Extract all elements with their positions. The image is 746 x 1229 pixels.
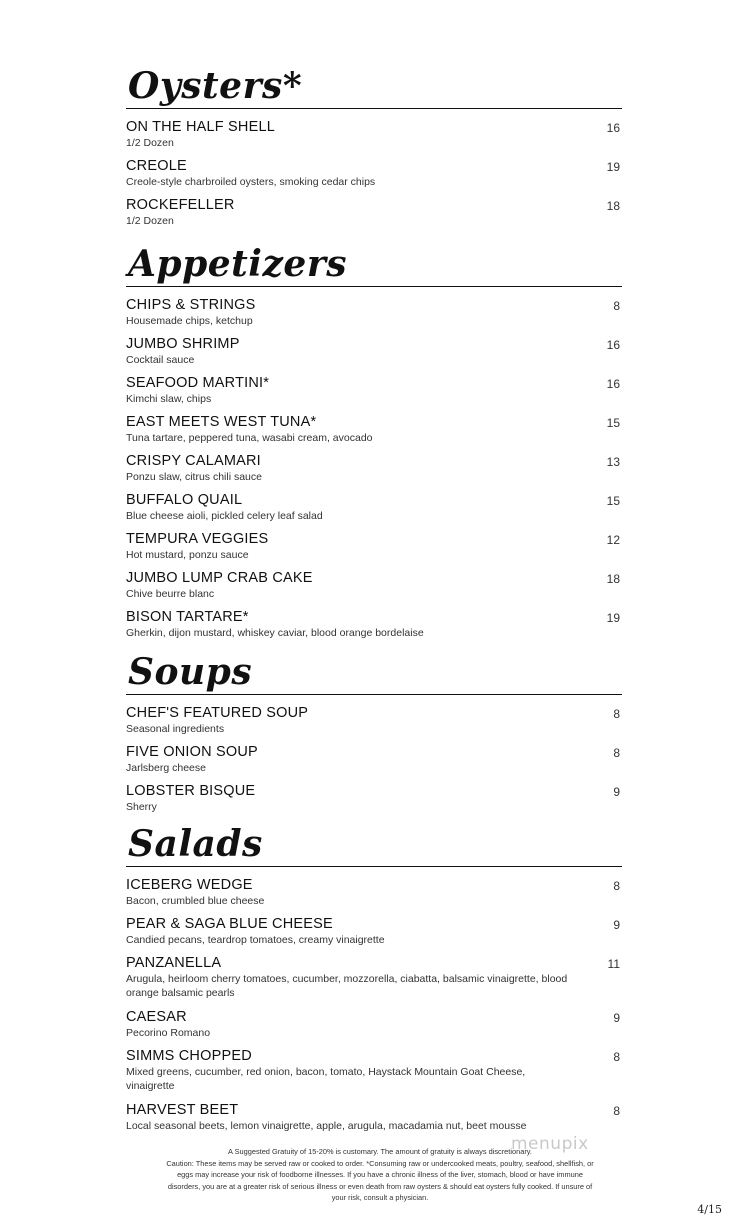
appetizers-section bbox=[126, 244, 622, 648]
item-price: 15 bbox=[606, 416, 620, 430]
menu-item bbox=[126, 453, 622, 492]
item-description: Blue cheese aioli, pickled celery leaf salad bbox=[126, 510, 323, 522]
item-description: Seasonal ingredients bbox=[126, 723, 225, 735]
menu-item bbox=[126, 783, 622, 822]
item-name: EAST MEETS WEST TUNA* bbox=[126, 414, 317, 430]
item-price: 19 bbox=[606, 160, 620, 174]
item-description: Jarlsberg cheese bbox=[126, 762, 206, 774]
menu-item bbox=[126, 414, 622, 453]
item-name: HARVEST BEET bbox=[126, 1102, 239, 1118]
item-price: 15 bbox=[606, 494, 620, 508]
item-description: Sherry bbox=[126, 801, 157, 813]
menu-item bbox=[126, 877, 622, 916]
item-name: BISON TARTARE* bbox=[126, 609, 249, 625]
item-name: TEMPURA VEGGIES bbox=[126, 531, 269, 547]
item-price: 18 bbox=[606, 199, 620, 213]
caution-note: Caution: These items may be served raw or cooked to order. *Consuming raw or undercooked meats, poultry, seafood, shellfish, or eggs may increase your risk of foodborne illnesses. If you have a chronic illness of the liver, stomach, blood or have immune disorders, you are at a greater risk of serious illness or even death from raw oysters & should eat oysters fully cooked. If unsure of your risk, consult a physician. bbox=[166, 1158, 594, 1202]
menu-item bbox=[126, 375, 622, 414]
item-name: CAESAR bbox=[126, 1009, 187, 1025]
salads-section bbox=[126, 824, 622, 1141]
item-name: JUMBO SHRIMP bbox=[126, 336, 240, 352]
item-description: 1/2 Dozen bbox=[126, 137, 174, 149]
item-description: Cocktail sauce bbox=[126, 354, 195, 366]
item-price: 11 bbox=[607, 957, 620, 971]
item-name: CRISPY CALAMARI bbox=[126, 453, 261, 469]
item-description: Gherkin, dijon mustard, whiskey caviar, blood orange bordelaise bbox=[126, 627, 424, 639]
menu-page bbox=[126, 66, 622, 1141]
item-price: 8 bbox=[613, 879, 620, 893]
item-price: 8 bbox=[613, 707, 620, 721]
menu-item bbox=[126, 1009, 622, 1048]
item-name: CHEF'S FEATURED SOUP bbox=[126, 705, 309, 721]
watermark-logo: menupix bbox=[511, 1134, 589, 1154]
item-price: 19 bbox=[606, 611, 620, 625]
item-price: 18 bbox=[606, 572, 620, 586]
item-name: JUMBO LUMP CRAB CAKE bbox=[126, 570, 313, 586]
item-price: 8 bbox=[613, 1050, 620, 1064]
item-description: Bacon, crumbled blue cheese bbox=[126, 895, 265, 907]
item-description: Arugula, heirloom cherry tomatoes, cucumber, mozzorella, ciabatta, balsamic vinaigrette, blood orange balsamic pearls bbox=[126, 973, 568, 999]
item-name: CHIPS & STRINGS bbox=[126, 297, 256, 313]
item-description: Kimchi slaw, chips bbox=[126, 393, 212, 405]
item-price: 16 bbox=[606, 377, 620, 391]
item-price: 8 bbox=[613, 746, 620, 760]
menu-item bbox=[126, 492, 622, 531]
item-price: 13 bbox=[606, 455, 620, 469]
menu-item bbox=[126, 744, 622, 783]
item-name: ROCKEFELLER bbox=[126, 197, 235, 213]
section-title-appetizers: Appetizers bbox=[128, 243, 348, 285]
menu-item bbox=[126, 297, 622, 336]
item-name: SIMMS CHOPPED bbox=[126, 1048, 252, 1064]
menu-item bbox=[126, 705, 622, 744]
menu-item bbox=[126, 1048, 622, 1102]
item-description: Candied pecans, teardrop tomatoes, creamy vinaigrette bbox=[126, 934, 385, 946]
item-name: PANZANELLA bbox=[126, 955, 222, 971]
item-price: 9 bbox=[613, 918, 620, 932]
item-description: Pecorino Romano bbox=[126, 1027, 211, 1039]
section-title-soups: Soups bbox=[128, 651, 253, 693]
item-description: Creole-style charbroiled oysters, smoking cedar chips bbox=[126, 176, 376, 188]
section-divider bbox=[126, 694, 622, 695]
item-price: 16 bbox=[606, 121, 620, 135]
oysters-section bbox=[126, 66, 622, 236]
item-name: PEAR & SAGA BLUE CHEESE bbox=[126, 916, 333, 932]
menu-item bbox=[126, 570, 622, 609]
item-name: CREOLE bbox=[126, 158, 187, 174]
item-description: Ponzu slaw, citrus chili sauce bbox=[126, 471, 262, 483]
item-description: Mixed greens, cucumber, red onion, bacon, tomato, Haystack Mountain Goat Cheese, vinaigrette bbox=[126, 1066, 526, 1092]
menu-item bbox=[126, 197, 622, 236]
menu-item bbox=[126, 531, 622, 570]
soups-section bbox=[126, 652, 622, 822]
item-description: Hot mustard, ponzu sauce bbox=[126, 549, 249, 561]
menu-item bbox=[126, 609, 622, 648]
section-divider bbox=[126, 866, 622, 867]
section-divider bbox=[126, 108, 622, 109]
item-name: ON THE HALF SHELL bbox=[126, 119, 275, 135]
item-price: 12 bbox=[606, 533, 620, 547]
section-divider bbox=[126, 286, 622, 287]
gratuity-note: A Suggested Gratuity of 15-20% is customary. The amount of gratuity is always discretionary. bbox=[228, 1147, 532, 1156]
item-description: Tuna tartare, peppered tuna, wasabi cream, avocado bbox=[126, 432, 373, 444]
item-price: 9 bbox=[613, 785, 620, 799]
menu-item bbox=[126, 119, 622, 158]
menu-item bbox=[126, 158, 622, 197]
item-name: FIVE ONION SOUP bbox=[126, 744, 258, 760]
item-price: 9 bbox=[613, 1011, 620, 1025]
footer-disclaimer bbox=[160, 1146, 600, 1204]
item-description: Local seasonal beets, lemon vinaigrette, apple, arugula, macadamia nut, beet mousse bbox=[126, 1120, 527, 1132]
item-name: SEAFOOD MARTINI* bbox=[126, 375, 270, 391]
item-description: Housemade chips, ketchup bbox=[126, 315, 253, 327]
section-title-oysters: Oysters* bbox=[128, 65, 303, 107]
section-title-salads: Salads bbox=[128, 823, 263, 865]
item-name: BUFFALO QUAIL bbox=[126, 492, 243, 508]
item-description: Chive beurre blanc bbox=[126, 588, 215, 600]
item-name: ICEBERG WEDGE bbox=[126, 877, 253, 893]
menu-item bbox=[126, 336, 622, 375]
item-price: 8 bbox=[613, 299, 620, 313]
item-description: 1/2 Dozen bbox=[126, 215, 174, 227]
menu-item bbox=[126, 955, 622, 1009]
item-price: 8 bbox=[613, 1104, 620, 1118]
page-number: 4/15 bbox=[697, 1203, 722, 1216]
item-name: LOBSTER BISQUE bbox=[126, 783, 256, 799]
menu-item bbox=[126, 916, 622, 955]
item-price: 16 bbox=[606, 338, 620, 352]
